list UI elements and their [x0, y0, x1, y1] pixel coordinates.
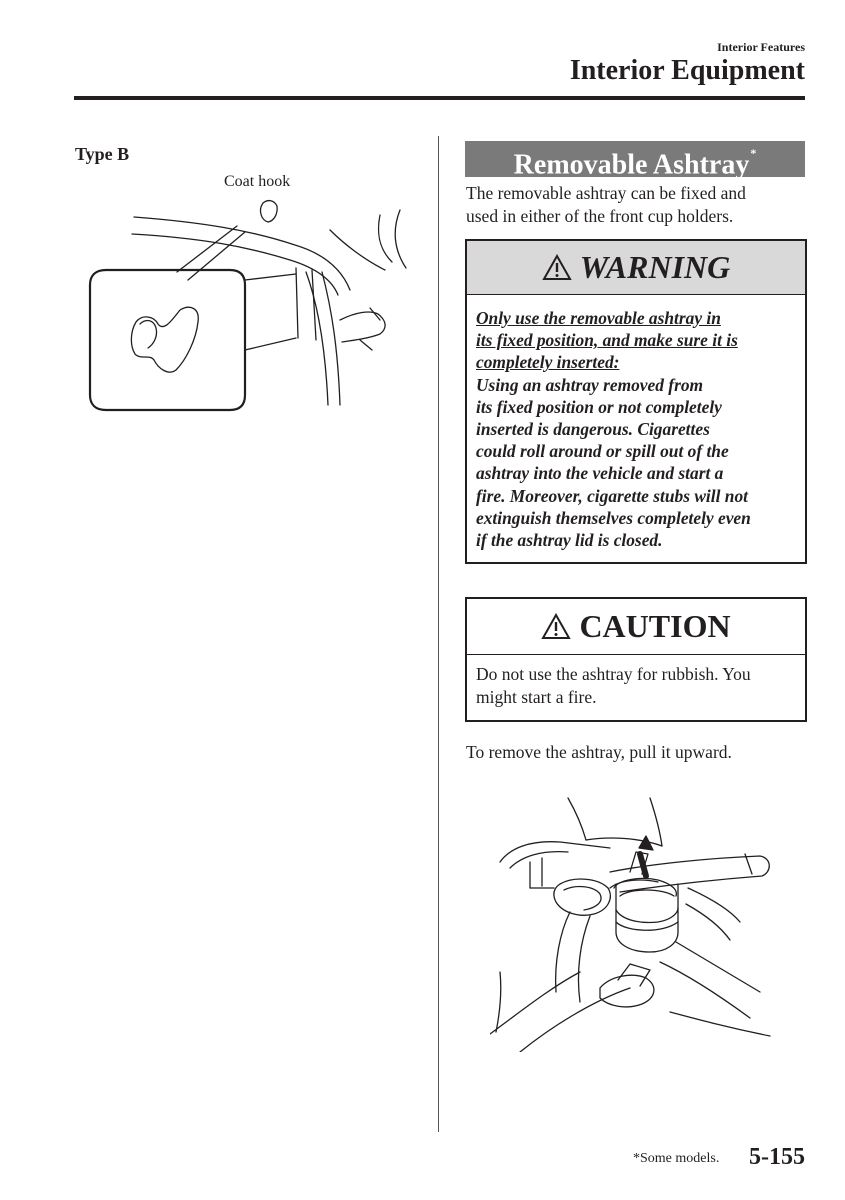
caution-body-line: might start a fire.: [476, 687, 597, 707]
page-title: Interior Equipment: [569, 55, 805, 86]
warning-body-line: its fixed position or not completely: [476, 396, 722, 417]
warning-body: [467, 295, 805, 551]
warning-lead-line: its fixed position, and make sure it is: [476, 330, 738, 351]
coat-hook-callout: Coat hook: [224, 173, 291, 190]
warning-body-line: Using an ashtray removed from: [476, 374, 704, 395]
warning-body-line: inserted is dangerous. Cigarettes: [476, 419, 710, 440]
header-section-label: Interior Features: [717, 40, 805, 54]
intro-line: The removable ashtray can be fixed and: [466, 183, 746, 203]
warning-box: [465, 239, 807, 564]
section-title: Removable Ashtray: [513, 149, 750, 181]
section-title-bar: [465, 141, 805, 181]
remove-instruction: To remove the ashtray, pull it upward.: [466, 742, 732, 762]
warning-triangle-icon: [542, 254, 572, 281]
warning-body-line: if the ashtray lid is closed.: [476, 530, 663, 551]
warning-body-line: ashtray into the vehicle and start a: [476, 463, 724, 484]
warning-triangle-icon: [541, 613, 571, 640]
caution-body: [467, 655, 805, 709]
caution-box: [465, 597, 807, 722]
warning-body-line: extinguish themselves completely even: [476, 507, 751, 528]
type-label: Type B: [75, 144, 130, 164]
warning-lead-line: Only use the removable ashtray in: [476, 308, 721, 328]
caution-body-line: Do not use the ashtray for rubbish. You: [476, 664, 751, 684]
coat-hook-illustration: [80, 190, 420, 420]
warning-lead-line: completely inserted:: [476, 352, 620, 373]
warning-header: [467, 241, 805, 295]
caution-title: CAUTION: [579, 608, 731, 644]
warning-body-line: could roll around or spill out of the: [476, 441, 729, 462]
ashtray-removal-illustration: [490, 792, 780, 1052]
intro-line: used in either of the front cup holders.: [466, 206, 734, 226]
caution-header: [467, 599, 805, 655]
section-asterisk: *: [750, 146, 757, 160]
page-number: 5-155: [749, 1144, 805, 1170]
warning-title: WARNING: [579, 249, 731, 285]
intro-text: [466, 182, 806, 228]
column-divider: [438, 136, 439, 1132]
warning-body-line: fire. Moreover, cigarette stubs will not: [476, 485, 748, 506]
footnote: *Some models.: [633, 1151, 720, 1166]
header-rule: [74, 96, 805, 100]
